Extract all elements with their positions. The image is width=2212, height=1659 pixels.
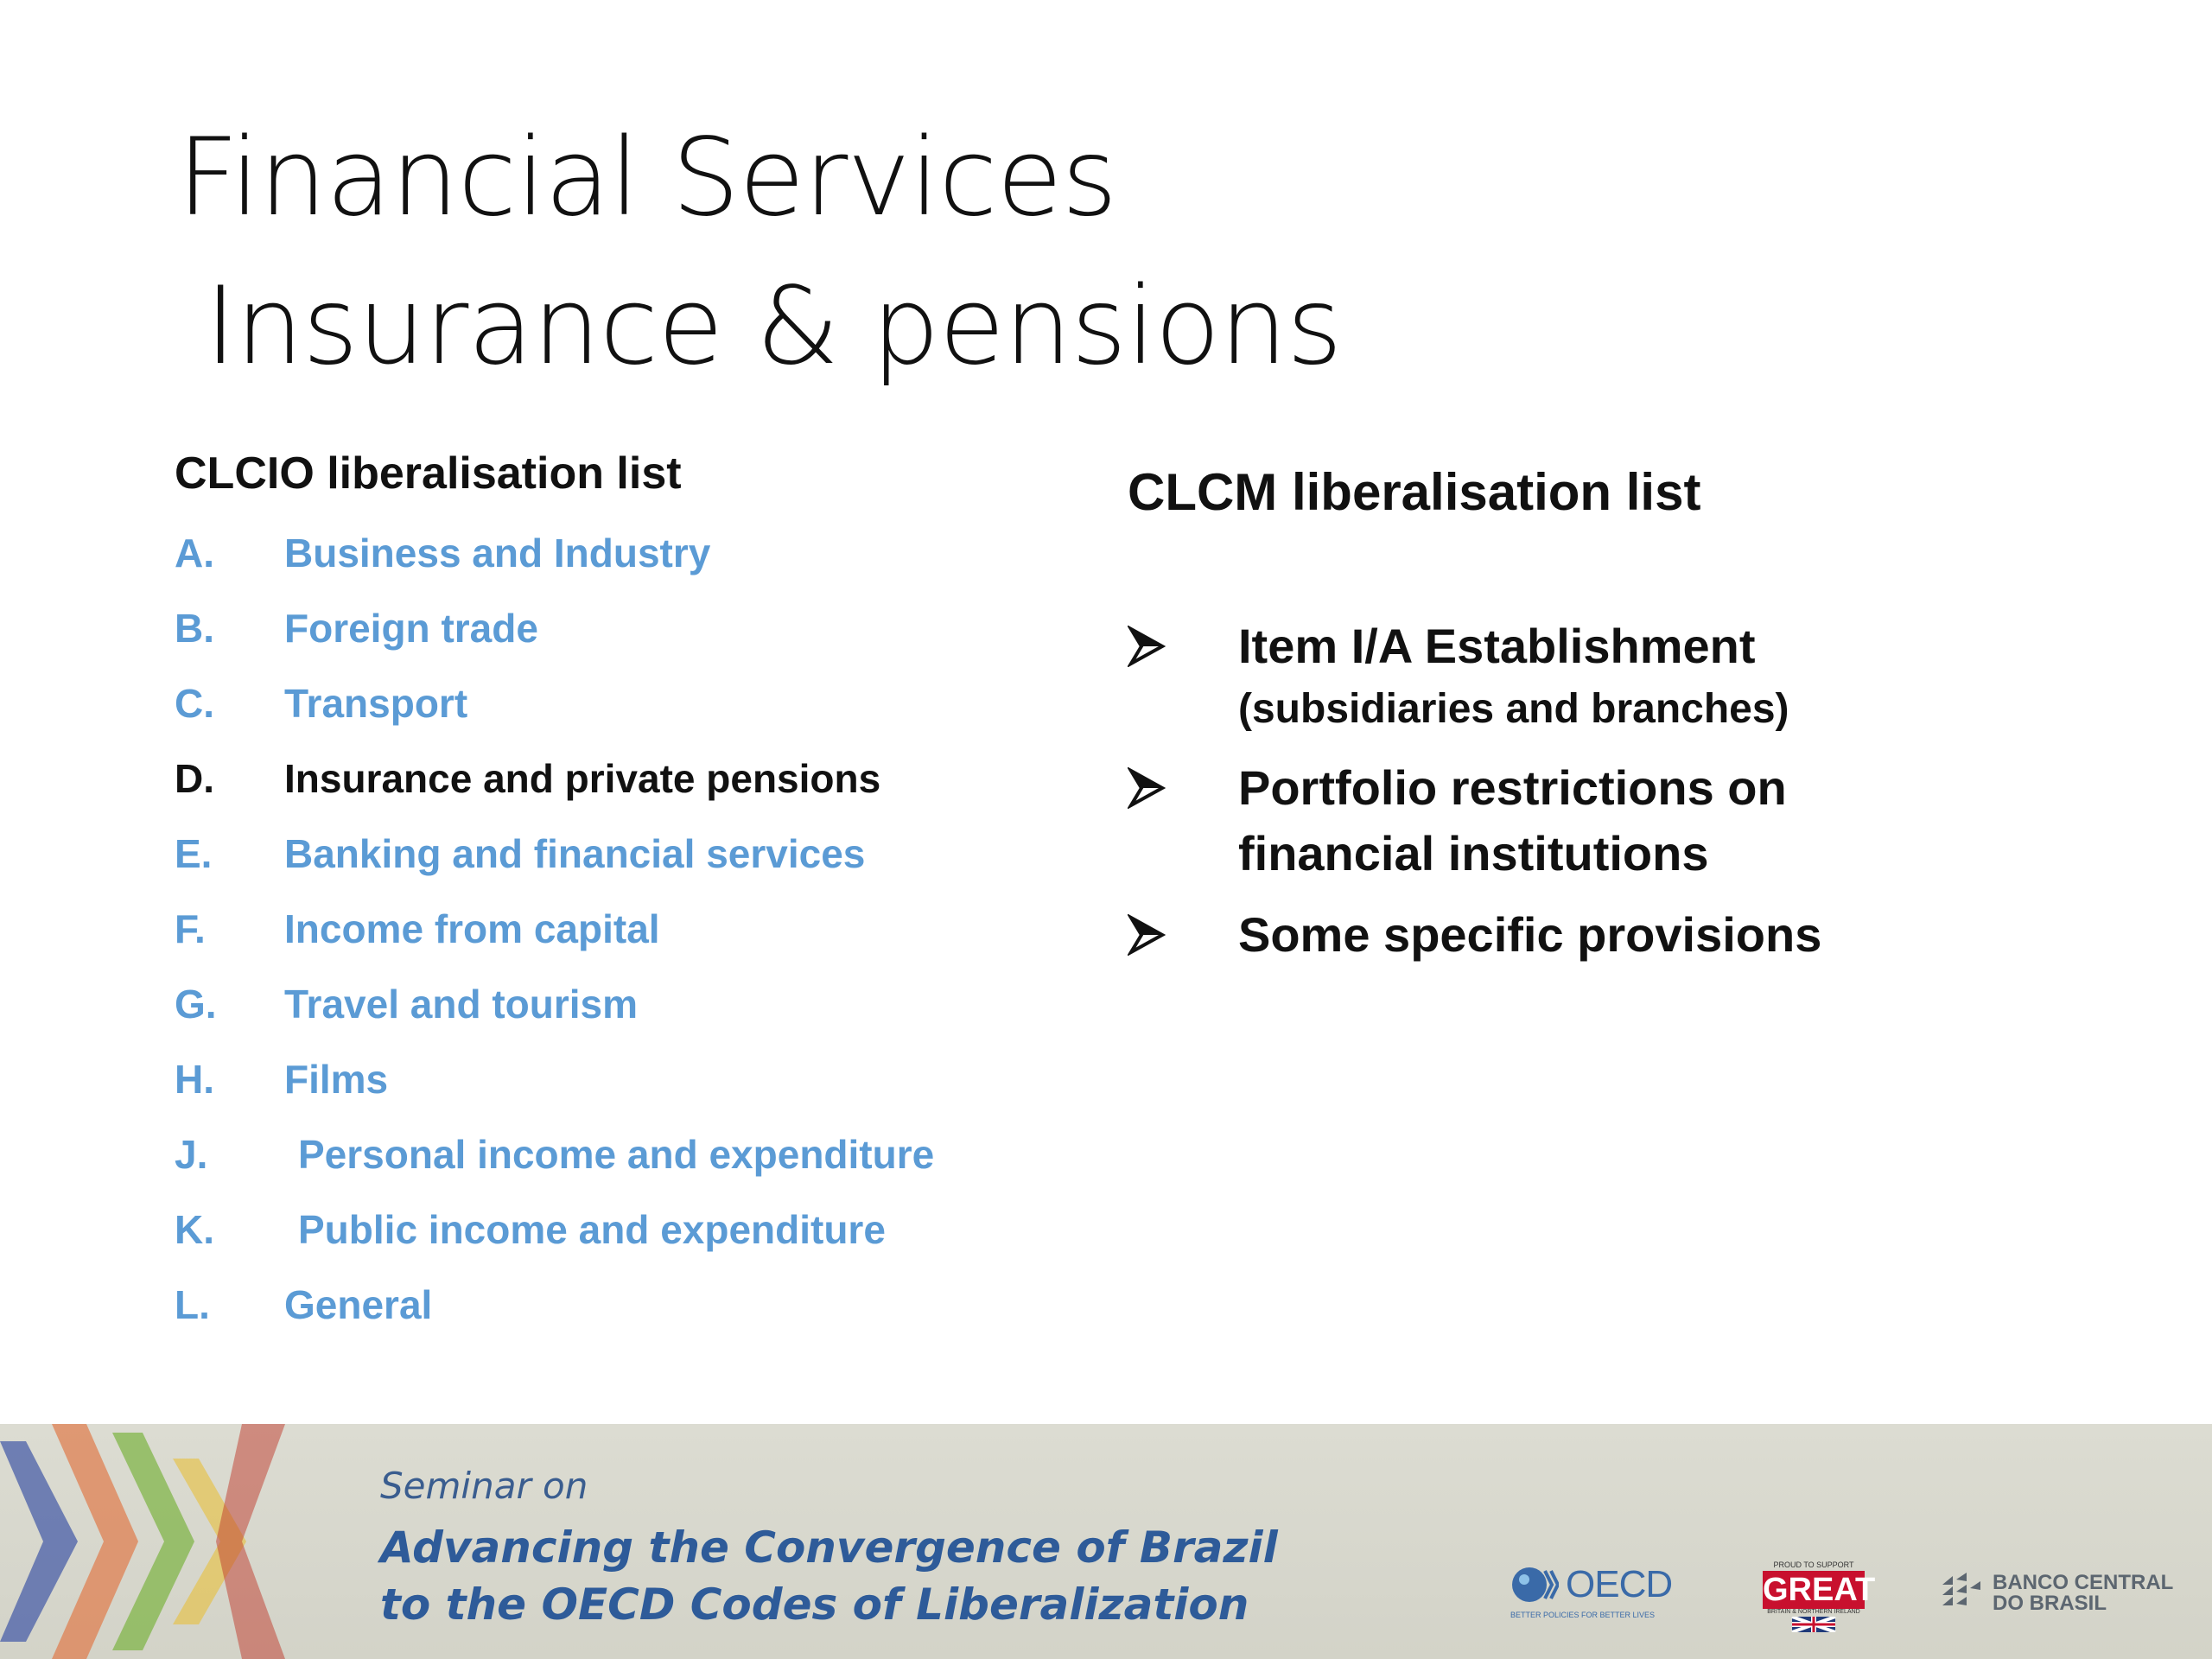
list-item-letter: G. xyxy=(175,981,217,1027)
arrow-bullet-icon xyxy=(1128,902,1238,968)
list-item-text: Business and Industry xyxy=(284,530,711,575)
great-wordmark: GREAT xyxy=(1763,1572,1876,1608)
bullet-item xyxy=(1128,902,2164,968)
title-line-1: Financial Services xyxy=(177,116,1117,240)
list-item xyxy=(175,816,1082,891)
oecd-tagline: BETTER POLICIES FOR BETTER LIVES xyxy=(1510,1611,1656,1619)
list-item-letter: E. xyxy=(175,830,213,876)
list-item xyxy=(175,665,1082,741)
list-item-text: Travel and tourism xyxy=(284,981,639,1027)
bullet-main-text: Item I/A Establishment xyxy=(1238,619,1756,673)
list-item-text: Public income and expenditure xyxy=(298,1206,886,1252)
bullet-text: Some specific provisions xyxy=(1238,907,1822,962)
great-top-text: PROUD TO SUPPORT xyxy=(1773,1560,1854,1569)
clcm-section xyxy=(1128,449,2164,983)
great-bottom-text: BRITAIN & NORTHERN IRELAND xyxy=(1767,1609,1860,1615)
bullet-text xyxy=(1238,613,1789,740)
seminar-footer-banner xyxy=(0,1424,2212,1659)
oecd-globe-icon xyxy=(1510,1562,1559,1607)
list-item-text: Personal income and expenditure xyxy=(298,1131,935,1177)
list-item-text: Income from capital xyxy=(284,906,660,951)
list-item-letter: F. xyxy=(175,906,206,951)
list-item-text: Transport xyxy=(284,680,468,726)
seminar-title-line-1: Advancing the Convergence of Brazil xyxy=(380,1522,1278,1573)
oecd-logo xyxy=(1510,1562,1673,1619)
list-item xyxy=(175,515,1082,590)
clcm-bullet-list xyxy=(1128,613,2164,968)
clcio-list xyxy=(175,515,1082,1342)
banco-central-emblem-icon xyxy=(1936,1569,1984,1618)
seminar-title xyxy=(380,1519,1278,1633)
oecd-wordmark: OECD xyxy=(1566,1563,1673,1605)
list-item xyxy=(175,1116,1082,1192)
list-item-letter: A. xyxy=(175,530,214,575)
list-item-text: Foreign trade xyxy=(284,605,538,651)
banco-central-wordmark xyxy=(1993,1573,2173,1614)
arrow-bullet-icon xyxy=(1128,613,1238,740)
union-flag-icon xyxy=(1763,1617,1865,1632)
arrow-bullet-icon xyxy=(1128,755,1238,887)
banco-central-logo xyxy=(1936,1569,2173,1618)
title-line-2: Insurance & pensions xyxy=(205,264,1342,389)
list-item xyxy=(175,590,1082,665)
clcio-heading: CLCIO liberalisation list xyxy=(175,448,682,499)
list-item-letter: J. xyxy=(175,1131,208,1177)
list-item-letter: C. xyxy=(175,680,214,726)
list-item xyxy=(175,1192,1082,1267)
list-item-letter: L. xyxy=(175,1281,210,1327)
list-item xyxy=(175,891,1082,966)
great-logo xyxy=(1763,1560,1876,1632)
list-item-letter: H. xyxy=(175,1056,214,1102)
list-item xyxy=(175,966,1082,1041)
bcb-line-2: DO BRASIL xyxy=(1993,1592,2107,1615)
list-item-letter: B. xyxy=(175,605,214,651)
list-item-text: General xyxy=(284,1281,433,1327)
slide-title xyxy=(177,104,1342,401)
list-item xyxy=(175,1041,1082,1116)
seminar-label: Seminar on xyxy=(380,1465,588,1507)
list-item-text: Banking and financial services xyxy=(284,830,866,876)
list-item-letter: K. xyxy=(175,1206,214,1252)
clcio-section xyxy=(175,442,1082,1342)
bullet-item xyxy=(1128,613,2164,740)
list-item-text: Films xyxy=(284,1056,389,1102)
list-item-letter: D. xyxy=(175,755,214,801)
bcb-line-1: BANCO CENTRAL xyxy=(1993,1571,2174,1594)
clcm-heading: CLCM liberalisation list xyxy=(1128,463,1701,521)
list-item-highlighted xyxy=(175,741,1082,816)
seminar-title-line-2: to the OECD Codes of Liberalization xyxy=(380,1580,1249,1630)
bullet-text: Portfolio restrictions on financial institutions xyxy=(1238,760,1787,880)
list-item xyxy=(175,1267,1082,1342)
bullet-item xyxy=(1128,755,2164,887)
bullet-sub-text: (subsidiaries and branches) xyxy=(1238,686,1789,732)
list-item-text: Insurance and private pensions xyxy=(284,755,881,801)
decorative-chevrons-graphic xyxy=(0,1424,346,1659)
